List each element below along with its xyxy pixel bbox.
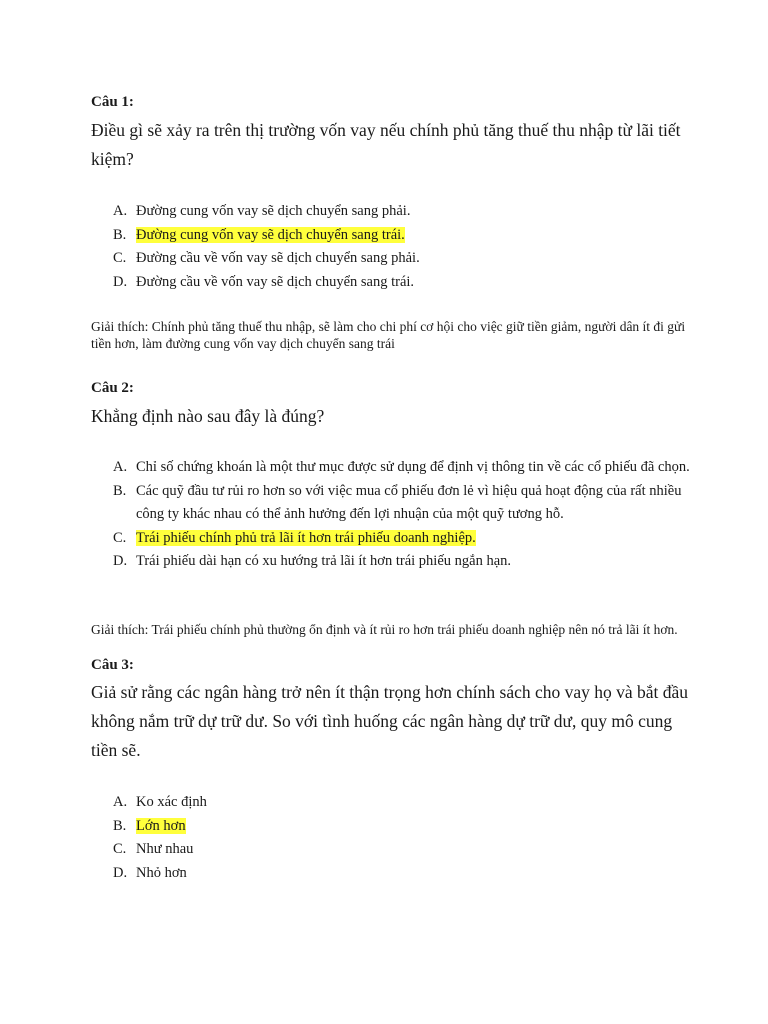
question-3-options bbox=[113, 791, 693, 885]
question-2-heading: Câu 2: bbox=[91, 380, 134, 396]
question-2-text: Khẳng định nào sau đây là đúng? bbox=[91, 406, 325, 426]
question-1-option-c bbox=[113, 247, 693, 271]
option-letter: B. bbox=[113, 482, 127, 499]
option-text: Đường cầu về vốn vay sẽ dịch chuyển sang phải. bbox=[136, 250, 420, 266]
question-3-option-c bbox=[113, 838, 693, 862]
option-letter: B. bbox=[113, 817, 127, 834]
option-text-highlighted: Lớn hơn bbox=[136, 817, 186, 834]
question-2-option-c bbox=[113, 527, 693, 551]
question-2-option-b bbox=[113, 480, 693, 527]
option-letter: A. bbox=[113, 794, 128, 810]
question-2-options bbox=[113, 456, 693, 574]
option-text: Các quỹ đầu tư rủi ro hơn so với việc mua cổ phiếu đơn lẻ vì hiệu quả hoạt động của rất nhiều công ty khác nhau có thể ảnh hưởng đến lợi nhuận của một quỹ tương hỗ. bbox=[136, 482, 682, 522]
option-text: Nhỏ hơn bbox=[136, 864, 187, 881]
option-text: Ko xác định bbox=[136, 794, 207, 810]
question-2-option-a bbox=[113, 456, 693, 480]
question-1-options bbox=[113, 200, 693, 294]
option-text: Đường cầu về vốn vay sẽ dịch chuyển sang trái. bbox=[136, 273, 415, 290]
option-text-highlighted: Trái phiếu chính phủ trả lãi ít hơn trái phiếu doanh nghiệp. bbox=[136, 529, 476, 546]
option-text: Chỉ số chứng khoán là một thư mục được sử dụng để định vị thông tin về các cổ phiếu đã chọn. bbox=[136, 459, 690, 475]
option-text-highlighted: Đường cung vốn vay sẽ dịch chuyển sang trái. bbox=[136, 226, 405, 243]
option-letter: A. bbox=[113, 203, 128, 219]
question-3-heading: Câu 3: bbox=[91, 657, 134, 673]
question-3-option-d bbox=[113, 862, 693, 886]
option-text: Như nhau bbox=[136, 841, 194, 857]
question-1-explanation: Giải thích: Chính phủ tăng thuế thu nhập, sẽ làm cho chi phí cơ hội cho việc giữ tiền giảm, người dân ít đi gửi tiền hơn, làm đường cung vốn vay dịch chuyển sang trái bbox=[91, 319, 686, 351]
option-text: Trái phiếu dài hạn có xu hướng trả lãi ít hơn trái phiếu ngắn hạn. bbox=[136, 553, 512, 569]
question-1-option-b bbox=[113, 224, 693, 248]
question-3-option-b bbox=[113, 815, 693, 839]
question-3-text: Giả sử rằng các ngân hàng trở nên ít thận trọng hơn chính sách cho vay họ và bắt đầu không nắm trữ dự trữ dư. So với tình huống các ngân hàng dự trữ dư, quy mô cung tiền sẽ. bbox=[91, 682, 689, 760]
option-letter: C. bbox=[113, 250, 127, 266]
option-letter: C. bbox=[113, 529, 127, 546]
question-2-explanation: Giải thích: Trái phiếu chính phủ thường ổn định và ít rủi ro hơn trái phiếu doanh nghiệp nên nó trả lãi ít hơn. bbox=[91, 622, 678, 637]
option-letter: B. bbox=[113, 226, 127, 243]
option-letter: D. bbox=[113, 553, 128, 569]
option-letter: D. bbox=[113, 273, 128, 290]
question-3-option-a bbox=[113, 791, 693, 815]
option-letter: A. bbox=[113, 459, 128, 475]
option-letter: D. bbox=[113, 864, 128, 881]
question-1-option-d bbox=[113, 271, 693, 295]
option-text: Đường cung vốn vay sẽ dịch chuyển sang phải. bbox=[136, 203, 411, 219]
question-1-heading: Câu 1: bbox=[91, 94, 134, 110]
question-2-option-d bbox=[113, 550, 693, 574]
option-letter: C. bbox=[113, 841, 127, 857]
question-1-option-a bbox=[113, 200, 693, 224]
question-1-text: Điều gì sẽ xảy ra trên thị trường vốn vay nếu chính phủ tăng thuế thu nhập từ lãi tiết kiệm? bbox=[91, 120, 681, 169]
